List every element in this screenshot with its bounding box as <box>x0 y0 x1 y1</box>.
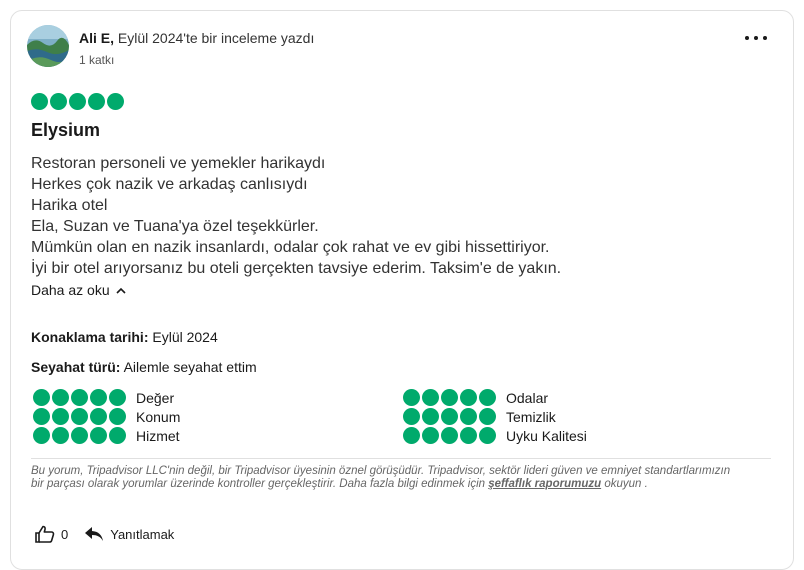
rating-bubble <box>71 427 88 444</box>
sub-rating-label: Uyku Kalitesi <box>506 427 587 444</box>
rating-bubble <box>441 408 458 425</box>
stay-date-label: Konaklama tarihi: <box>31 329 149 345</box>
rating-bubble <box>109 389 126 406</box>
rating-bubble <box>460 408 477 425</box>
avatar[interactable] <box>27 25 69 67</box>
review-body-line: İyi bir otel arıyorsanız bu oteli gerçekten tavsiye ederim. Taksim'e de yakın. <box>31 260 562 277</box>
sub-rating-label: Odalar <box>506 389 549 406</box>
rating-bubble <box>460 427 477 444</box>
sub-rating-rooms <box>403 389 548 406</box>
rating-bubble <box>479 427 496 444</box>
reply-arrow-icon <box>84 526 104 542</box>
rating-bubble <box>441 389 458 406</box>
rating-bubble <box>109 408 126 425</box>
review-title[interactable]: Elysium <box>31 120 101 140</box>
sub-rating-label: Hizmet <box>136 427 180 444</box>
sub-rating-bubbles <box>33 427 126 444</box>
author-name[interactable]: Ali E, <box>79 30 115 46</box>
rating-bubble <box>422 427 439 444</box>
rating-bubble <box>109 427 126 444</box>
rating-bubble <box>50 93 67 110</box>
rating-bubble <box>52 427 69 444</box>
helpful-vote-button[interactable] <box>35 525 68 543</box>
rating-bubble <box>31 93 48 110</box>
trip-type-label: Seyahat türü: <box>31 359 121 375</box>
chevron-up-icon <box>116 287 126 294</box>
review-body-line: Harika otel <box>31 197 108 214</box>
read-less-label: Daha az oku <box>31 282 110 298</box>
sub-rating-label: Konum <box>136 408 181 425</box>
rating-bubble <box>33 408 50 425</box>
rating-bubble <box>441 427 458 444</box>
more-options-icon[interactable] <box>745 31 767 45</box>
sub-rating-bubbles <box>403 427 496 444</box>
rating-bubble <box>422 408 439 425</box>
review-body <box>31 153 561 279</box>
rating-bubble <box>403 427 420 444</box>
sub-rating-cleanliness <box>403 408 556 425</box>
review-disclaimer <box>31 465 731 491</box>
sub-rating-bubbles <box>33 389 126 406</box>
sub-rating-location <box>33 408 180 425</box>
rating-bubble <box>90 427 107 444</box>
review-body-line: Mümkün olan en nazik insanlardı, odalar çok rahat ve ev gibi hissettiriyor. <box>31 239 550 256</box>
sub-rating-bubbles <box>403 408 496 425</box>
review-card <box>10 10 794 570</box>
sub-rating-service <box>33 427 180 444</box>
disclaimer-text-end: okuyun . <box>601 478 648 490</box>
read-less-button[interactable] <box>31 282 126 298</box>
disclaimer-text: Bu yorum, Tripadvisor LLC'nin değil, bir Tripadvisor üyesinin öznel görüşüdür. Tripadvisor, sektör lideri güven ve emniyet standartlarımızın bir parçası olarak yorumlar üzerinde kontroller gerçekleştirir. Daha fazla bilgi edinmek için <box>31 465 731 490</box>
rating-bubble <box>33 389 50 406</box>
rating-bubble <box>403 389 420 406</box>
rating-bubble <box>479 408 496 425</box>
reply-button[interactable] <box>84 526 174 542</box>
rating-bubble <box>107 93 124 110</box>
rating-bubble <box>403 408 420 425</box>
rating-bubble <box>90 408 107 425</box>
rating-bubble <box>90 389 107 406</box>
rating-bubble <box>69 93 86 110</box>
author-line <box>79 30 314 46</box>
trip-type <box>31 359 257 375</box>
transparency-report-link[interactable]: şeffaflık raporumuzu <box>488 478 602 490</box>
review-body-line: Ela, Suzan ve Tuana'ya özel teşekkürler. <box>31 218 319 235</box>
rating-bubble <box>460 389 477 406</box>
review-date-text: Eylül 2024'te bir inceleme yazdı <box>117 30 315 46</box>
reply-label: Yanıtlamak <box>110 526 175 542</box>
rating-bubble <box>71 389 88 406</box>
rating-bubble <box>33 427 50 444</box>
rating-bubble <box>422 389 439 406</box>
stay-date <box>31 329 218 345</box>
trip-type-value: Ailemle seyahat ettim <box>123 359 257 375</box>
thumbs-up-icon <box>35 525 55 543</box>
sub-rating-label: Değer <box>136 389 175 406</box>
review-body-line: Restoran personeli ve yemekler harikaydı <box>31 155 326 172</box>
sub-rating-bubbles <box>403 389 496 406</box>
sub-rating-sleep-quality <box>403 427 587 444</box>
rating-bubble <box>52 408 69 425</box>
rating-bubble <box>88 93 105 110</box>
overall-rating-bubbles <box>31 93 124 110</box>
review-actions <box>35 525 174 543</box>
rating-bubble <box>479 389 496 406</box>
stay-date-value: Eylül 2024 <box>152 329 218 345</box>
sub-rating-label: Temizlik <box>506 408 556 425</box>
contribution-count: 1 katkı <box>79 53 115 67</box>
divider <box>31 458 771 459</box>
rating-bubble <box>52 389 69 406</box>
review-body-line: Herkes çok nazik ve arkadaş canlısıydı <box>31 176 308 193</box>
helpful-count: 0 <box>61 526 69 542</box>
sub-rating-bubbles <box>33 408 126 425</box>
rating-bubble <box>71 408 88 425</box>
sub-rating-value <box>33 389 174 406</box>
